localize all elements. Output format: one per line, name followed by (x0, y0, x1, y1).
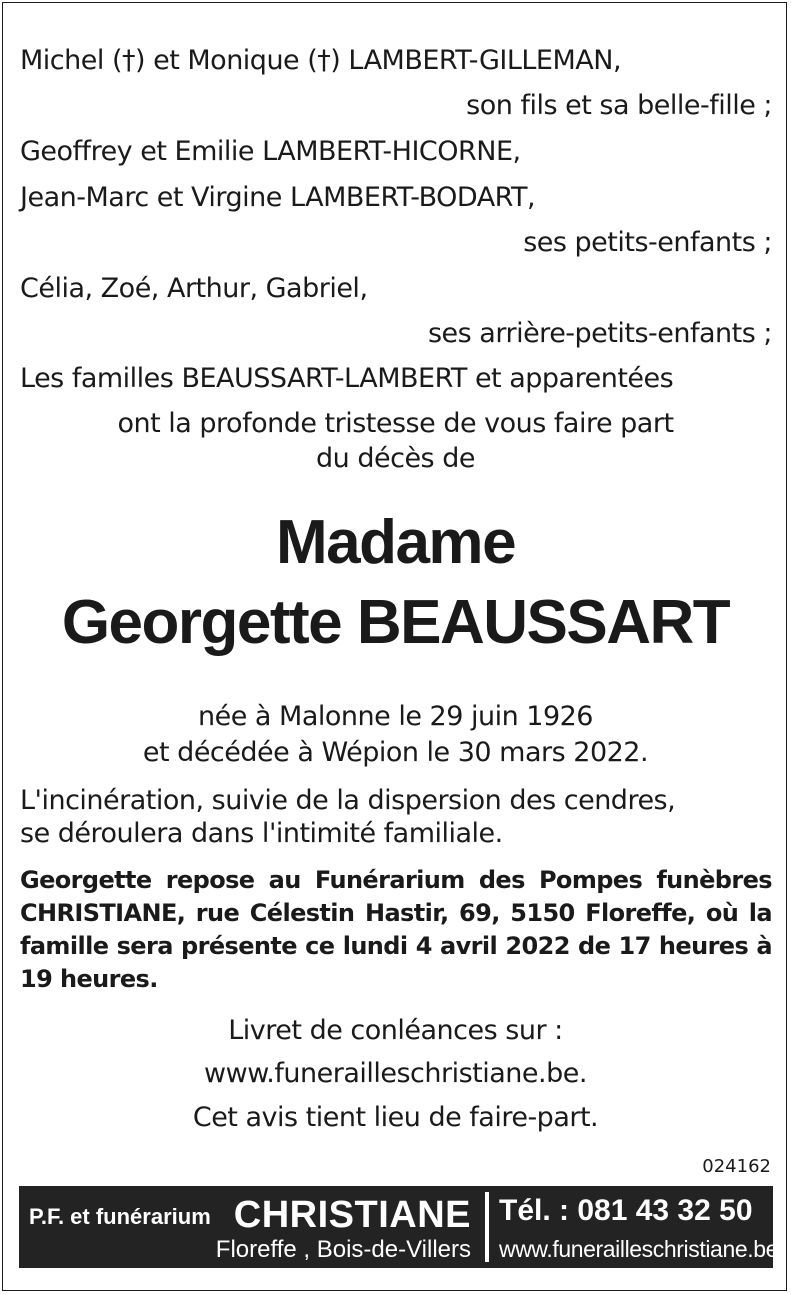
family-line-5: Les familles BEAUSSART-LAMBERT et apparentées (20, 363, 674, 394)
banner-phone[interactable]: Tél. : 081 43 32 50 (499, 1194, 753, 1227)
visitation-paragraph: Georgette repose au Funérarium des Pompes funèbres CHRISTIANE, rue Célestin Hastir, 69, 5150 Floreffe, où la famille sera présente ce lundi 4 avril 2022 de 17 heures à 19 heures. (20, 866, 772, 993)
banner-brand: CHRISTIANE (233, 1194, 471, 1236)
death-line: et décédée à Wépion le 30 mars 2022. (142, 737, 649, 768)
family-relation-3: ses petits-enfants ; (523, 227, 772, 258)
banner-website[interactable]: www.funerailleschristiane.be (499, 1236, 778, 1262)
announce-line-1: ont la profonde tristesse de vous faire part (117, 408, 674, 439)
reference-number: 024162 (702, 1156, 771, 1177)
banner-towns: Floreffe , Bois-de-Villers (215, 1236, 471, 1263)
deceased-title: Madame (275, 508, 516, 577)
ceremony-line-1: L'incinération, suivie de la dispersion des cendres, (20, 785, 676, 816)
announce-line-2: du décès de (316, 443, 475, 474)
banner-right (489, 1186, 778, 1268)
ceremony-line-2: se déroulera dans l'intimité familiale. (20, 818, 503, 849)
banner-left (19, 1186, 471, 1268)
banner-prefix: P.F. et funérarium (29, 1204, 211, 1229)
family-line-2: Geoffrey et Emilie LAMBERT-HICORNE, (20, 136, 521, 167)
family-relation-4: ses arrière-petits-enfants ; (427, 318, 772, 349)
family-relation-1: son fils et sa belle-fille ; (466, 90, 772, 121)
birth-line: née à Malonne le 29 juin 1926 (198, 701, 593, 732)
condolences-line: Livret de conléances sur : (228, 1015, 563, 1046)
family-line-4: Célia, Zoé, Arthur, Gabriel, (20, 273, 368, 304)
condolences-url[interactable]: www.funerailleschristiane.be. (204, 1058, 587, 1089)
family-line-1: Michel (†) et Monique (†) LAMBERT-GILLEMAN, (20, 45, 622, 76)
notice-text: Cet avis tient lieu de faire-part. (192, 1102, 599, 1133)
funeral-home-banner (19, 1186, 778, 1268)
family-line-3: Jean-Marc et Virgine LAMBERT-BODART, (20, 182, 536, 213)
deceased-name: Georgette BEAUSSART (61, 588, 730, 657)
